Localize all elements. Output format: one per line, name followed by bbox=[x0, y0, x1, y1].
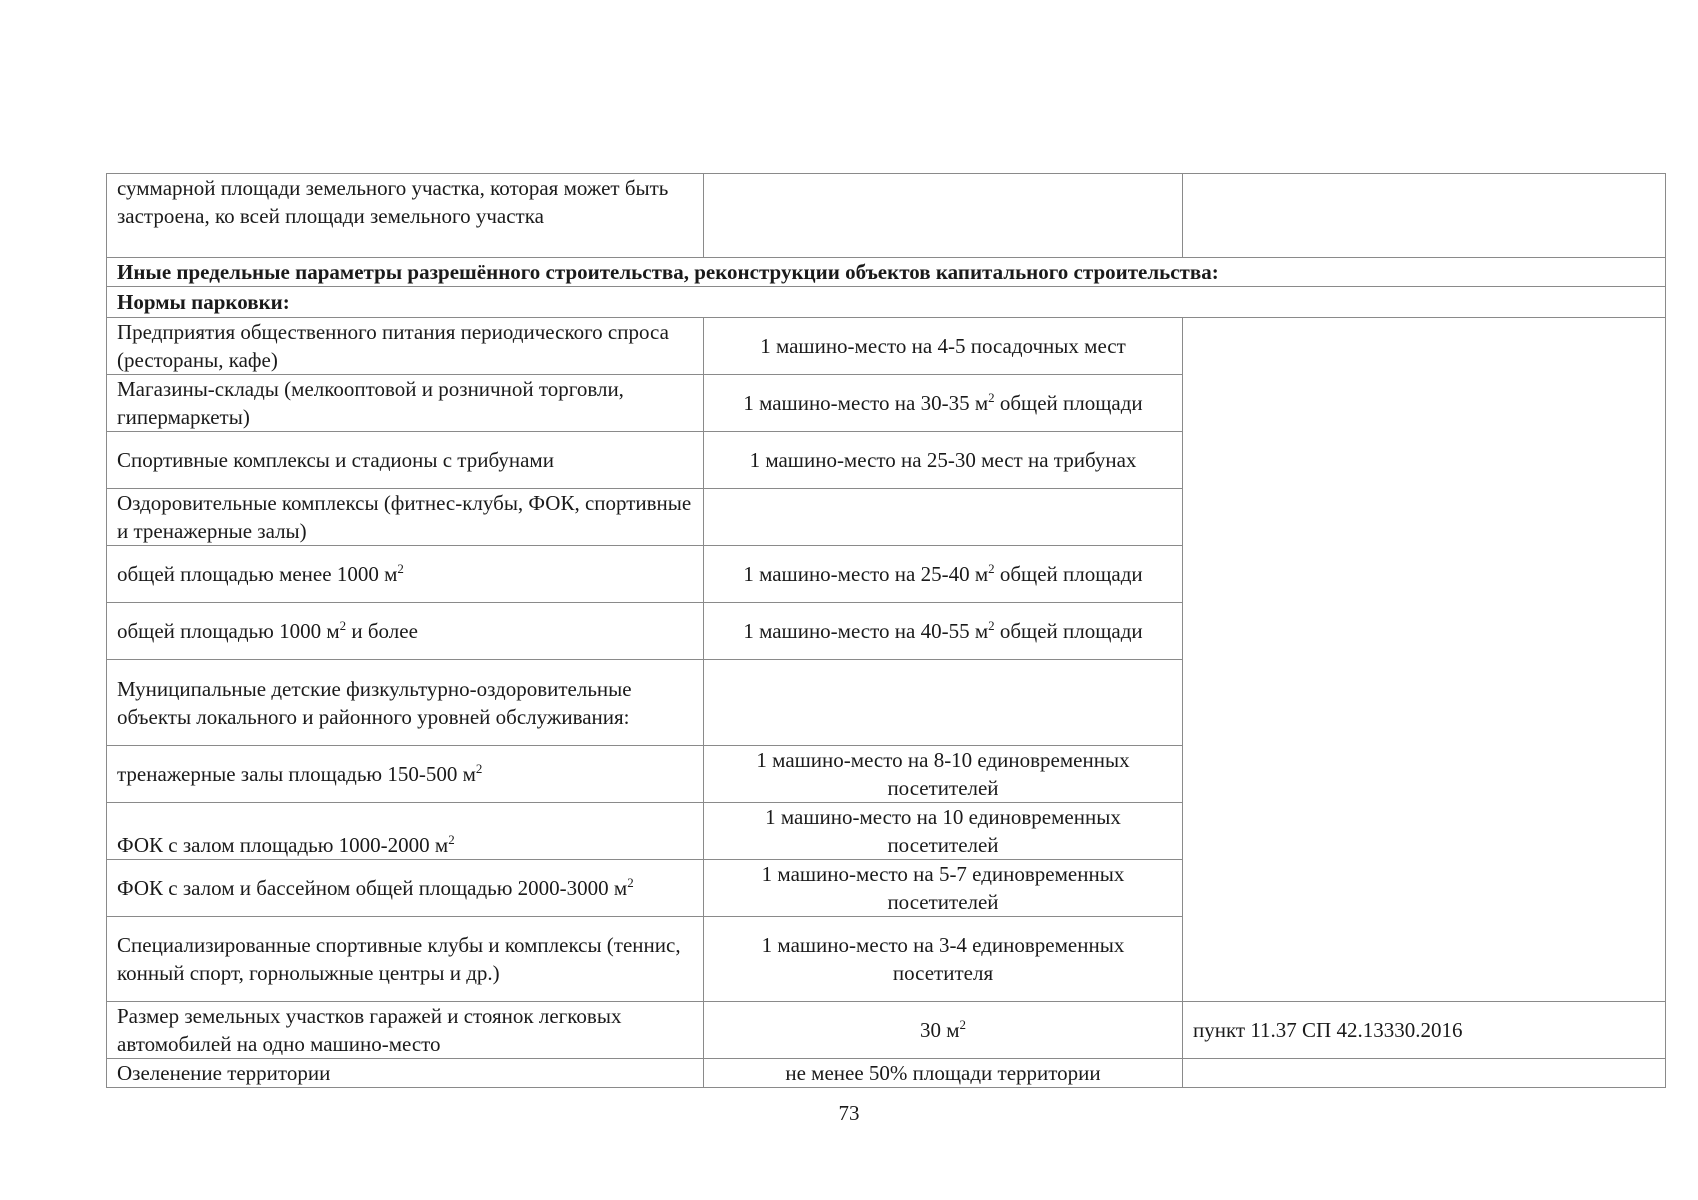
table-row bbox=[107, 1002, 1666, 1059]
section-title: Иные предельные параметры разрешённого строительства, реконструкции объектов капитального строительства: bbox=[107, 258, 1666, 287]
norm-text: общей площади bbox=[994, 619, 1143, 643]
section-row bbox=[107, 287, 1666, 318]
greening-value: не менее 50% площади территории bbox=[704, 1059, 1183, 1088]
row-label bbox=[107, 746, 704, 803]
label-text: ФОК с залом и бассейном общей площадью 2000-3000 м bbox=[117, 876, 628, 900]
table-row bbox=[107, 1059, 1666, 1088]
row-label bbox=[107, 546, 704, 603]
row-label: Предприятия общественного питания периодического спроса (рестораны, кафе) bbox=[107, 318, 704, 375]
label-superscript: 2 bbox=[475, 761, 483, 776]
norm-superscript: 2 bbox=[988, 561, 995, 576]
parking-reference-cell bbox=[1183, 318, 1666, 1002]
row-norm: 1 машино-место на 25-30 мест на трибунах bbox=[704, 432, 1183, 489]
row-norm bbox=[704, 603, 1183, 660]
norm-superscript: 2 bbox=[988, 618, 995, 633]
row-norm: 1 машино-место на 3-4 единовременных посетителя bbox=[704, 917, 1183, 1002]
norm-text: 1 машино-место на 40-55 м bbox=[743, 619, 989, 643]
row-norm bbox=[704, 489, 1183, 546]
row-label bbox=[107, 803, 704, 860]
page-number: 73 bbox=[838, 1101, 860, 1125]
table-row bbox=[107, 318, 1666, 375]
label-superscript: 2 bbox=[339, 618, 347, 633]
norm-superscript: 2 bbox=[988, 390, 995, 405]
row-label: Муниципальные детские физкультурно-оздоровительные объекты локального и районного уровней обслуживания: bbox=[107, 660, 704, 746]
section-row bbox=[107, 258, 1666, 287]
label-superscript: 2 bbox=[397, 561, 404, 576]
regulations-table bbox=[106, 173, 1666, 1088]
norm-text: общей площади bbox=[994, 562, 1143, 586]
row-label bbox=[107, 603, 704, 660]
label-text: и более bbox=[346, 619, 418, 643]
row-label: Магазины-склады (мелкооптовой и розничной торговли, гипермаркеты) bbox=[107, 375, 704, 432]
row-norm: 1 машино-место на 10 единовременных посетителей bbox=[704, 803, 1183, 860]
label-text: тренажерные залы площадью 150-500 м bbox=[117, 762, 476, 786]
label-superscript: 2 bbox=[627, 875, 634, 890]
garage-value-superscript: 2 bbox=[959, 1017, 967, 1032]
first-row-label: суммарной площади земельного участка, которая может быть застроена, ко всей площади земельного участка bbox=[107, 174, 704, 258]
garage-value bbox=[704, 1002, 1183, 1059]
table-row bbox=[107, 174, 1666, 258]
label-superscript: 2 bbox=[448, 832, 455, 847]
row-norm bbox=[704, 660, 1183, 746]
row-norm: 1 машино-место на 8-10 единовременных посетителей bbox=[704, 746, 1183, 803]
row-label: Специализированные спортивные клубы и комплексы (теннис, конный спорт, горнолыжные центры и др.) bbox=[107, 917, 704, 1002]
row-label: Оздоровительные комплексы (фитнес-клубы, ФОК, спортивные и тренажерные залы) bbox=[107, 489, 704, 546]
row-norm bbox=[704, 375, 1183, 432]
garage-value-text: 30 м bbox=[919, 1018, 960, 1042]
label-text: общей площадью 1000 м bbox=[117, 619, 340, 643]
label-text: общей площадью менее 1000 м bbox=[117, 562, 398, 586]
row-norm: 1 машино-место на 5-7 единовременных посетителей bbox=[704, 860, 1183, 917]
norm-text: 1 машино-место на 30-35 м bbox=[743, 391, 989, 415]
row-norm bbox=[704, 546, 1183, 603]
row-norm: 1 машино-место на 4-5 посадочных мест bbox=[704, 318, 1183, 375]
row-label bbox=[107, 860, 704, 917]
norm-text: общей площади bbox=[994, 391, 1143, 415]
row-label: Спортивные комплексы и стадионы с трибунами bbox=[107, 432, 704, 489]
label-text: ФОК с залом площадью 1000-2000 м bbox=[117, 833, 449, 857]
first-row-reference bbox=[1183, 174, 1666, 258]
garage-label: Размер земельных участков гаражей и стоянок легковых автомобилей на одно машино-место bbox=[107, 1002, 704, 1059]
greening-reference bbox=[1183, 1059, 1666, 1088]
parking-title: Нормы парковки: bbox=[107, 287, 1666, 318]
greening-label: Озеленение территории bbox=[107, 1059, 704, 1088]
garage-reference: пункт 11.37 СП 42.13330.2016 bbox=[1183, 1002, 1666, 1059]
first-row-value bbox=[704, 174, 1183, 258]
norm-text: 1 машино-место на 25-40 м bbox=[743, 562, 989, 586]
